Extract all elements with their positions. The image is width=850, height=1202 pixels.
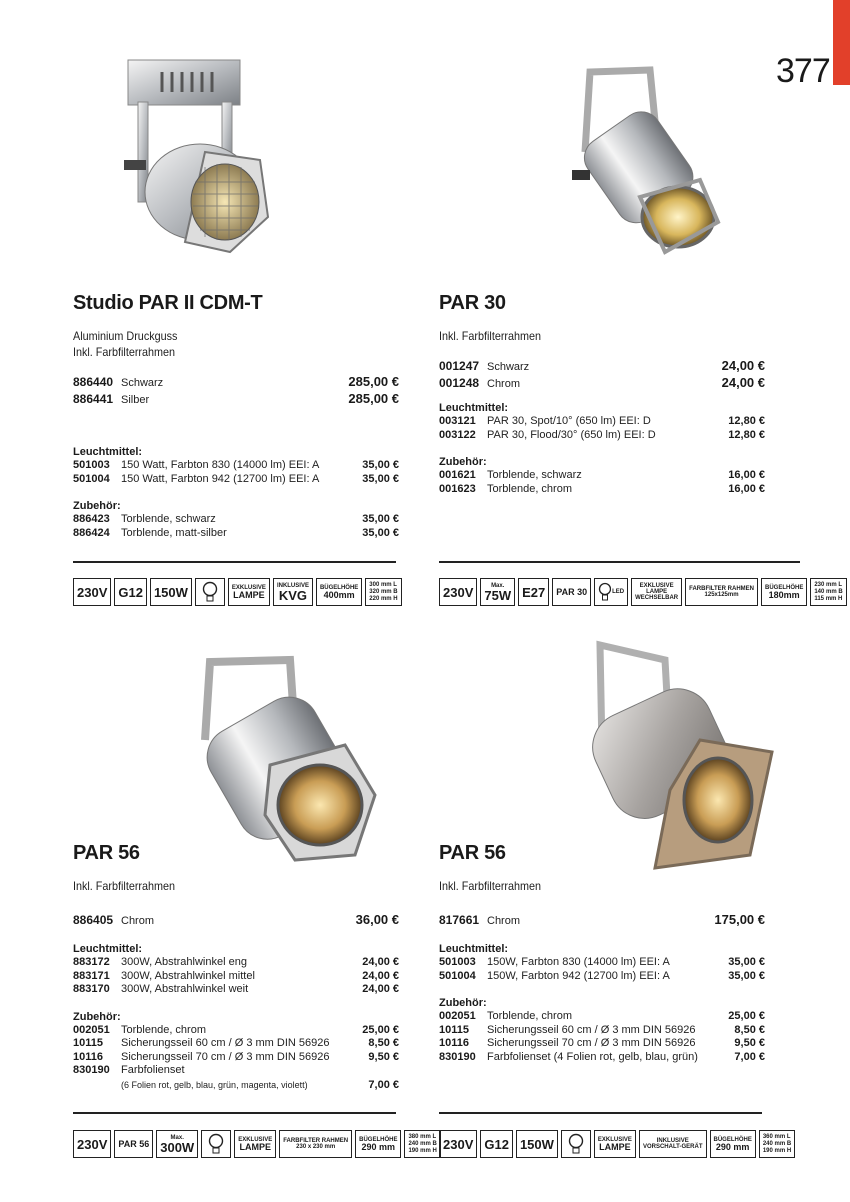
variant-list <box>439 358 765 392</box>
item-row: 001621 Torblende, schwarz 16,00 € <box>439 469 765 481</box>
variant-list <box>73 374 399 408</box>
item-row: 003121 PAR 30, Spot/10° (650 lm) EEI: D 12,80 € <box>439 415 765 427</box>
product-par56-b <box>439 842 765 1064</box>
item-row: 501003 150W, Farbton 830 (14000 lm) EEI: A 35,00 € <box>439 956 765 968</box>
item-row: 002051 Torblende, chrom 25,00 € <box>439 1010 765 1022</box>
bugel-height-badge: BÜGELHÖHE 180mm <box>761 578 807 606</box>
exclusive-lamp-badge: EXKLUSIVE LAMPE <box>234 1130 276 1158</box>
product-subtitle: Inkl. Farbfilterrahmen <box>439 879 542 893</box>
product-subtitle: Inkl. Farbfilterrahmen <box>439 329 542 343</box>
variant-row: 886440 Schwarz 285,00 € <box>73 374 399 389</box>
item-row: 883172 300W, Abstrahlwinkel eng 24,00 € <box>73 956 399 968</box>
max-watt-badge: Max. 75W <box>480 578 515 606</box>
bulb-icon <box>561 1130 591 1158</box>
variant-row: 817661 Chrom 175,00 € <box>439 912 765 927</box>
bugel-height-badge: BÜGELHÖHE 290 mm <box>710 1130 756 1158</box>
chapter-tab <box>833 0 850 85</box>
spec-icons <box>73 1128 441 1160</box>
item-row: 10115 Sicherungsseil 60 cm / Ø 3 mm DIN 56926 8,50 € <box>73 1037 399 1049</box>
watt-badge: 150W <box>150 578 192 606</box>
item-row: 003122 PAR 30, Flood/30° (650 lm) EEI: D 12,80 € <box>439 428 765 441</box>
divider <box>73 1112 396 1114</box>
variant-row: 886441 Silber 285,00 € <box>73 391 399 406</box>
section-heading: Zubehör: <box>439 456 487 468</box>
product-title: PAR 30 <box>439 292 506 314</box>
voltage-badge: 230V <box>73 1130 111 1158</box>
divider <box>439 1112 762 1114</box>
section-heading: Leuchtmittel: <box>73 446 143 458</box>
item-row: 501003 150 Watt, Farbton 830 (14000 lm) EEI: A 35,00 € <box>73 459 399 471</box>
item-row: 883170 300W, Abstrahlwinkel weit 24,00 € <box>73 983 399 995</box>
section-heading: Leuchtmittel: <box>439 943 509 955</box>
section-heading: Zubehör: <box>439 997 487 1009</box>
spec-icons <box>73 576 402 608</box>
variant-list <box>439 912 765 929</box>
exclusive-lamp-badge: EXKLUSIVE LAMPE <box>594 1130 636 1158</box>
max-watt-badge: Max. 300W <box>156 1130 198 1158</box>
item-row-note: (6 Folien rot, gelb, blau, grün, magenta, violett) 7,00 € <box>121 1078 399 1091</box>
socket-badge: G12 <box>480 1130 513 1158</box>
studio-par-photo <box>110 42 290 262</box>
section-heading: Leuchtmittel: <box>439 402 509 414</box>
dimensions-badge: 230 mm L 140 mm B 115 mm H <box>810 578 846 606</box>
variant-list <box>73 912 399 929</box>
product-title: PAR 56 <box>439 842 506 864</box>
bugel-height-badge: BÜGELHÖHE 400mm <box>316 578 362 606</box>
par30-photo <box>560 62 730 262</box>
par-badge: PAR 56 <box>114 1130 153 1158</box>
exclusive-lamp-badge: EXKLUSIVE LAMPE WECHSELBAR <box>631 578 682 606</box>
voltage-badge: 230V <box>439 578 477 606</box>
item-row: 886423 Torblende, schwarz 35,00 € <box>73 513 399 525</box>
bulb-led-icon: LED <box>594 578 628 606</box>
page-number: 377 <box>776 52 830 90</box>
par56-chrom-photo <box>175 650 395 870</box>
divider <box>439 561 800 563</box>
par56-silver-photo <box>560 640 780 870</box>
item-row: 886424 Torblende, matt-silber 35,00 € <box>73 526 399 539</box>
item-row: 501004 150W, Farbton 942 (12700 lm) EEI: A 35,00 € <box>439 969 765 982</box>
item-row: 001623 Torblende, chrom 16,00 € <box>439 482 765 495</box>
item-row: 830190 Farbfolienset (4 Folien rot, gelb, blau, grün) 7,00 € <box>439 1050 765 1063</box>
bulb-icon <box>201 1130 231 1158</box>
section-heading: Zubehör: <box>73 500 121 512</box>
product-title: PAR 56 <box>73 842 140 864</box>
product-subtitle: Aluminium Druckguss Inkl. Farbfilterrahmen <box>73 329 178 359</box>
voltage-badge: 230V <box>439 1130 477 1158</box>
product-studio-par <box>73 292 399 540</box>
dimensions-badge: 300 mm L 320 mm B 220 mm H <box>365 578 401 606</box>
item-row: 501004 150 Watt, Farbton 942 (12700 lm) EEI: A 35,00 € <box>73 472 399 485</box>
dimensions-badge: 360 mm L 240 mm B 190 mm H <box>759 1130 795 1158</box>
watt-badge: 150W <box>516 1130 558 1158</box>
section-heading: Leuchtmittel: <box>73 943 143 955</box>
spec-icons <box>439 1128 795 1160</box>
item-row: 10115 Sicherungsseil 60 cm / Ø 3 mm DIN 56926 8,50 € <box>439 1023 765 1036</box>
product-par30 <box>439 292 765 496</box>
item-row: 883171 300W, Abstrahlwinkel mittel 24,00 € <box>73 969 399 982</box>
voltage-badge: 230V <box>73 578 111 606</box>
inclusive-kvg-badge: INKLUSIVE KVG <box>273 578 313 606</box>
product-title: Studio PAR II CDM-T <box>73 292 263 314</box>
filter-frame-badge: FARBFILTER RAHMEN 230 x 230 mm <box>279 1130 352 1158</box>
item-row: 10116 Sicherungsseil 70 cm / Ø 3 mm DIN 56926 9,50 € <box>439 1037 765 1049</box>
par-badge: PAR 30 <box>552 578 591 606</box>
section-heading: Zubehör: <box>73 1010 121 1023</box>
dimensions-badge: 380 mm L 240 mm B 190 mm H <box>404 1130 440 1158</box>
variant-row: 886405 Chrom 36,00 € <box>73 912 399 927</box>
inclusive-vsg-badge: INKLUSIVE VORSCHALT-GERÄT <box>639 1130 707 1158</box>
variant-row: 001247 Schwarz 24,00 € <box>439 358 765 373</box>
item-row: 002051 Torblende, chrom 25,00 € <box>73 1023 399 1036</box>
bugel-height-badge: BÜGELHÖHE 290 mm <box>355 1130 401 1158</box>
socket-badge: E27 <box>518 578 549 606</box>
item-row: 10116 Sicherungsseil 70 cm / Ø 3 mm DIN 56926 9,50 € <box>73 1050 399 1063</box>
socket-badge: G12 <box>114 578 147 606</box>
divider <box>73 561 396 563</box>
variant-row: 001248 Chrom 24,00 € <box>439 375 765 390</box>
spec-icons <box>439 576 847 608</box>
item-row: 830190 Farbfolienset <box>73 1064 185 1076</box>
filter-frame-badge: FARBFILTER RAHMEN 125x125mm <box>685 578 758 606</box>
bulb-icon <box>195 578 225 606</box>
exclusive-lamp-badge: EXKLUSIVE LAMPE <box>228 578 270 606</box>
product-par56-a <box>73 842 399 1092</box>
product-subtitle: Inkl. Farbfilterrahmen <box>73 879 176 893</box>
